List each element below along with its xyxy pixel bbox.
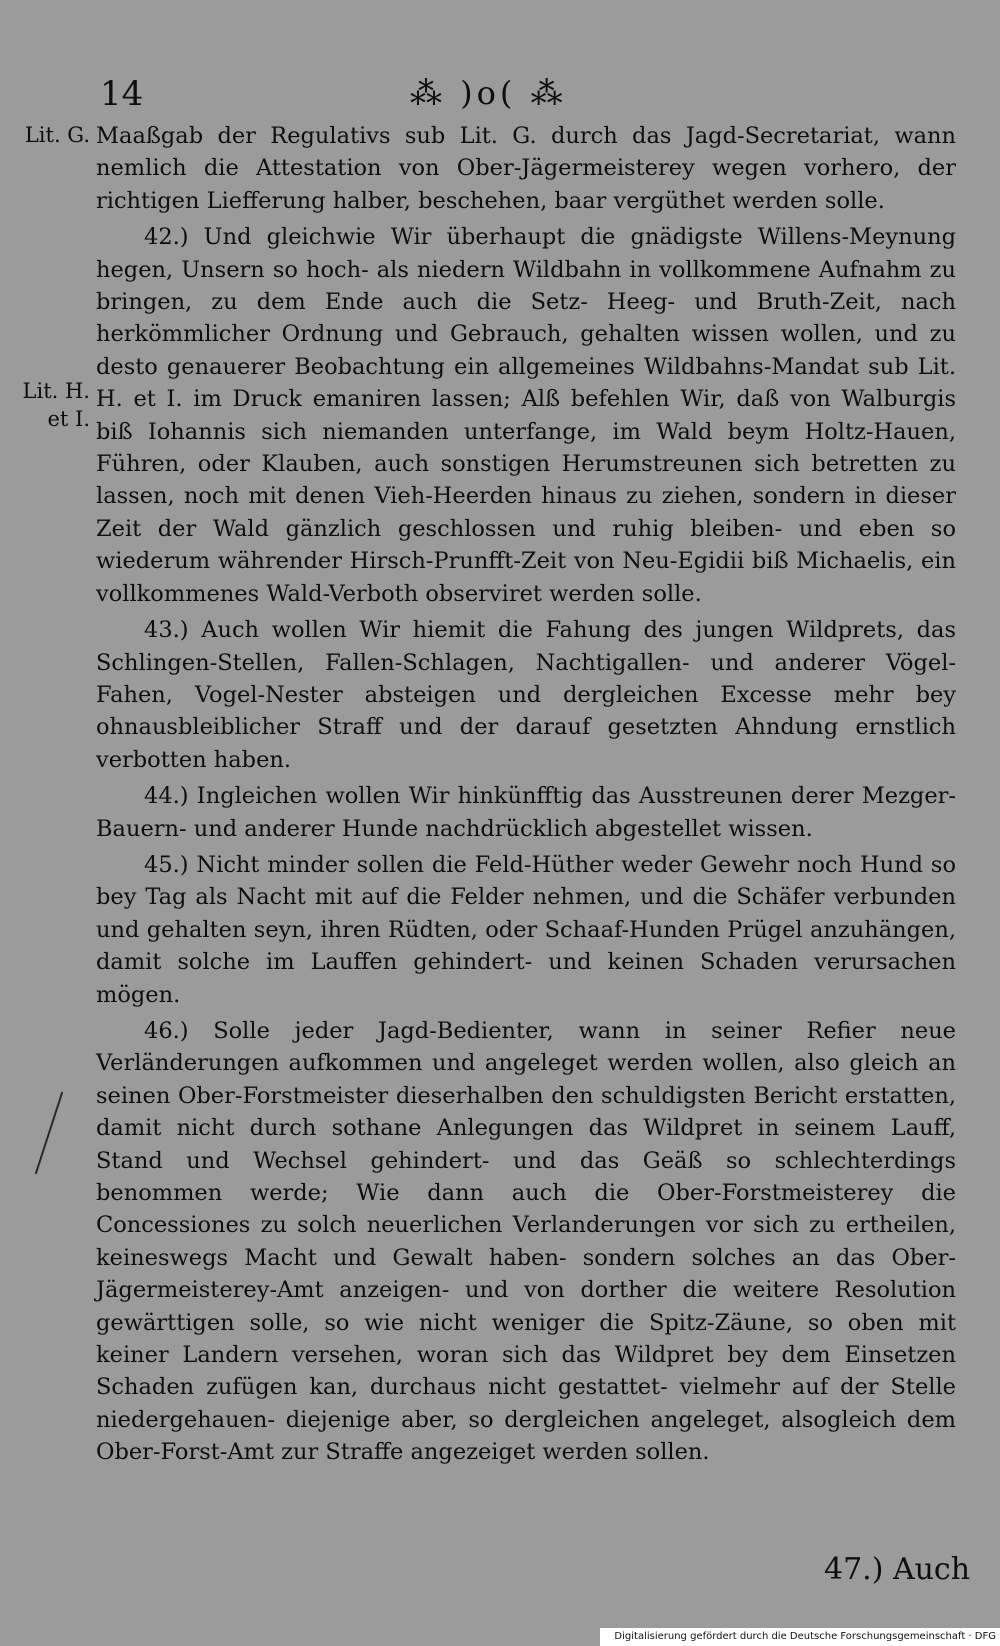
paragraph-46: 46.) Solle jeder Jagd-Bedienter, wann in seiner Refier neue Verländerungen aufkommen und angeleget werden wollen, also gleich an seinen Ober-Forstmeister dieserhalben den schuldigsten Bericht erstatten, damit nicht durch sothane Anlegungen das Wildpret in seinem Lauff, Stand und Wechsel gehindert- und das Geäß so schlechterdings benommen werde; Wie dann auch die Ober-Forstmeisterey die Concessiones zu solch neuerlichen Verlanderungen vor sich zu ertheilen, keineswegs Macht und Gewalt haben- sondern solches an das Ober-Jägermeisterey-Amt anzeigen- und von dorther die weitere Resolution gewärttigen solle, so wie nicht weniger die Spitz-Zäune, so oben mit keiner Landern versehen, woran sich das Wildpret bey dem Einsetzen Schaden zufügen kan, durchaus nicht gestattet- vielmehr auf der Stelle niedergehauen- diejenige aber, so dergleichen angeleget, alsogleich dem Ober-Forst-Amt zur Straffe angezeiget werden sollen. xyxy=(96,1017,956,1466)
paragraph-41-end: Maaßgab der Regulativs sub Lit. G. durch das Jagd-Secretariat, wann nemlich die Attestation von Ober-Jägermeisterey wegen vorhero, der richtigen Liefferung halber, beschehen, baar vergüthet werden solle. xyxy=(96,123,956,214)
margin-note-lit-h: Lit. H. xyxy=(22,379,90,403)
catchword: 47.) Auch xyxy=(824,1552,971,1587)
paragraph-45: 45.) Nicht minder sollen die Feld-Hüther weder Gewehr noch Hund so bey Tag als Nacht mit auf die Felder nehmen, und die Schäfer verbunden und gehalten seyn, ihren Rüdten, oder Schaaf-Hunden Prügel anzuhängen, damit solche im Lauffen gehindert- und keinen Schaden verursachen mögen. xyxy=(96,851,956,1008)
page-number: 14 xyxy=(100,74,144,114)
header-ornament: ⁂ )o( ⁂ xyxy=(410,74,567,112)
margin-note-et-i: et I. xyxy=(47,407,90,431)
paragraph-43: 43.) Auch wollen Wir hiemit die Fahung des jungen Wildprets, das Schlingen-Stellen, Fallen-Schlagen, Nachtigallen- und anderer Vögel-Fahen, Vogel-Nester absteigen und dergleichen Excesse mehr bey ohnausbleiblicher Straff und der darauf gesetzten Ahndung ernstlich verbotten haben. xyxy=(96,617,956,773)
paragraph-42: 42.) Und gleichwie Wir überhaupt die gnädigste Willens-Meynung hegen, Unsern so hoch- als niedern Wildbahn in vollkommene Aufnahm zu bringen, zu dem Ende auch die Setz- Heeg- und Bruth-Zeit, nach herkömmlicher Ordnung und Gebrauch, gehalten wissen wollen, und zu desto genauerer Beobachtung ein allgemeines Wildbahns-Mandat sub Lit. H. et I. im Druck emaniren lassen; Alß befehlen Wir, daß von Walburgis biß Iohannis sich niemanden unterfange, im Wald beym Holtz-Hauen, Führen, oder Klauben, auch sonstigen Herumstreunen sich betretten zu lassen, noch mit denen Vieh-Heerden hinaus zu ziehen, sondern in dieser Zeit der Wald gänzlich geschlossen und ruhig bleiben- und eben so wiederum währender Hirsch-Prunfft-Zeit von Neu-Egidii biß Michaelis, ein vollkommenes Wald-Verboth observiret werden solle. xyxy=(96,224,956,607)
footer-credit: Digitalisierung gefördert durch die Deutsche Forschungsgemeinschaft · DFG xyxy=(600,1628,1000,1646)
paragraph-44: 44.) Ingleichen wollen Wir hinkünfftig das Ausstreunen derer Mezger- Bauern- und anderer Hunde nachdrücklich abgestellet wissen. xyxy=(96,783,956,842)
body-text xyxy=(96,120,956,1469)
margin-note-lit-g: Lit. G. xyxy=(24,123,90,147)
pencil-mark xyxy=(35,1092,63,1174)
